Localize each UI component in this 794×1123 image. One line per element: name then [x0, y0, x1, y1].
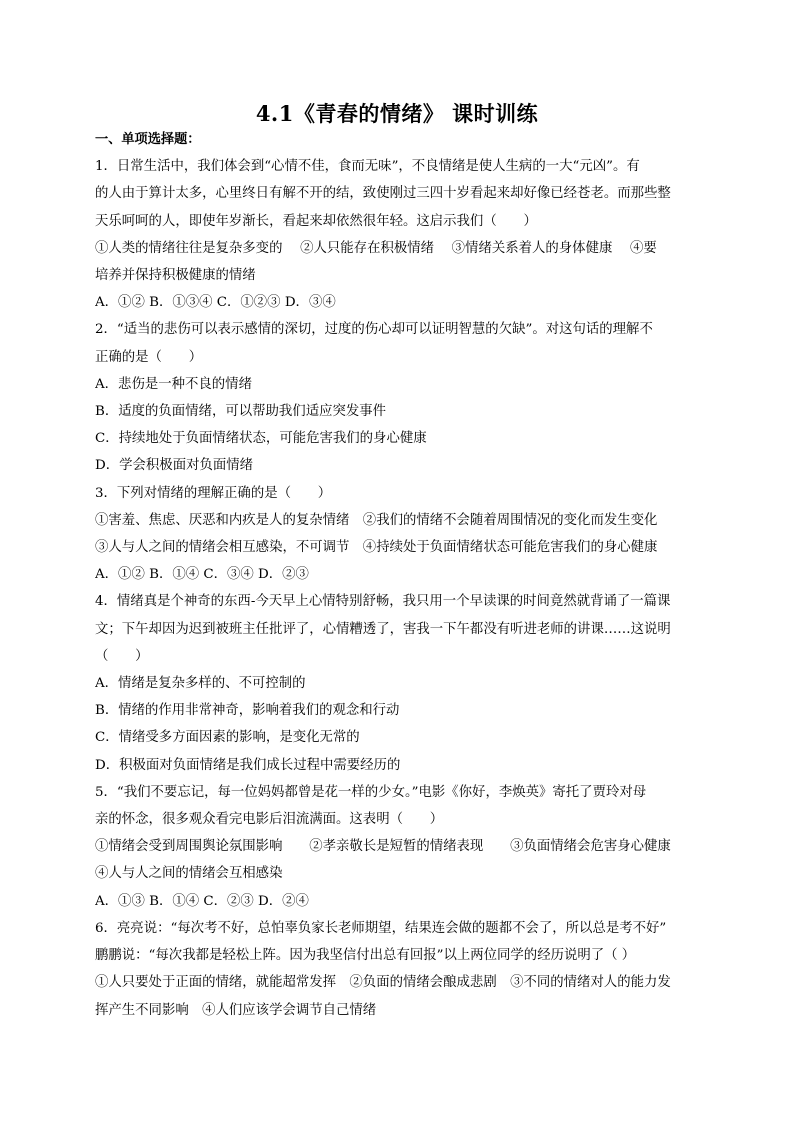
text-line: 的人由于算计太多，心里终日有解不开的结，致使刚过三四十岁看起来却好像已经苍老。而那些整 — [95, 186, 671, 202]
text-line: （ ） — [95, 648, 149, 664]
text-line: 5．“我们不要忘记，每一位妈妈都曾是花一样的少女。”电影《你好，李焕英》寄托了贾玲对母 — [95, 784, 647, 800]
section-heading: 一、单项选择题： — [95, 132, 201, 147]
text-line: ①人只要处于正面的情绪，就能超常发挥 ②负面的情绪会酿成悲剧 ③不同的情绪对人的能力发 — [95, 975, 671, 991]
text-line: 2．“适当的悲伤可以表示感情的深切，过度的伤心却可以证明智慧的欠缺”。对这句话的理解不 — [95, 322, 653, 338]
question-content — [95, 126, 701, 1024]
text-line: D．积极面对负面情绪是我们成长过程中需要经历的 — [95, 757, 401, 773]
text-line: ①情绪会受到周围舆论氛围影响 ②孝亲敬长是短暂的情绪表现 ③负面情绪会危害身心健康 — [95, 839, 671, 855]
text-line: 6．亮亮说：“每次考不好，总怕辜负家长老师期望，结果连会做的题都不会了，所以总是考不好” — [95, 920, 667, 936]
text-line: ④人与人之间的情绪会互相感染 — [95, 866, 283, 882]
text-line: ③人与人之间的情绪会相互感染，不可调节 ④持续处于负面情绪状态可能危害我们的身心健康 — [95, 540, 658, 556]
text-line: 1．日常生活中，我们体会到“心情不佳，食而无味”，不良情绪是使人生病的一大“元凶”。有 — [95, 159, 640, 175]
text-line: C．持续地处于负面情绪状态，可能危害我们的身心健康 — [95, 431, 427, 447]
text-line: B．情绪的作用非常神奇，影响着我们的观念和行动 — [95, 703, 400, 719]
text-line: A．①② B．①③④ C．①②③ D．③④ — [95, 295, 336, 311]
text-line: 文；下午却因为迟到被班主任批评了，心情糟透了，害我一下午都没有听进老师的讲课……这说明 — [95, 621, 671, 637]
question-lines — [95, 153, 701, 1024]
text-line: 挥产生不同影响 ④人们应该学会调节自己情绪 — [95, 1002, 377, 1018]
text-line: B．适度的负面情绪，可以帮助我们适应突发事件 — [95, 404, 387, 420]
text-line: 培养并保持积极健康的情绪 — [95, 268, 256, 284]
text-line: 4．情绪真是个神奇的东西-今天早上心情特别舒畅，我只用一个早读课的时间竟然就背诵了一篇课 — [95, 594, 671, 610]
text-line: ①害羞、焦虑、厌恶和内疚是人的复杂情绪 ②我们的情绪不会随着周围情况的变化而发生变化 — [95, 512, 658, 528]
text-line: D．学会积极面对负面情绪 — [95, 458, 254, 474]
text-line: A．情绪是复杂多样的、不可控制的 — [95, 676, 306, 692]
text-line: 3．下列对情绪的理解正确的是（ ） — [95, 485, 332, 501]
text-line: ①人类的情绪往往是复杂多变的 ②人只能存在积极情绪 ③情绪关系着人的身体健康 ④要 — [95, 240, 657, 256]
text-line: A．悲伤是一种不良的情绪 — [95, 376, 252, 392]
text-line: C．情绪受多方面因素的影响，是变化无常的 — [95, 730, 360, 746]
text-line: 正确的是（ ） — [95, 349, 203, 365]
text-line: 鹏鹏说：“每次我都是轻松上阵。因为我坚信付出总有回报”以上两位同学的经历说明了（ ） — [95, 948, 636, 964]
document-title: 4.1《青春的情绪》 课时训练 — [255, 101, 539, 126]
text-line: 亲的怀念，很多观众看完电影后泪流满面。这表明（ ） — [95, 812, 444, 828]
text-line: 天乐呵呵的人，即使年岁渐长，看起来却依然很年轻。这启示我们（ ） — [95, 213, 537, 229]
text-line: A．①② B．①④ C．③④ D．②③ — [95, 567, 309, 583]
text-line: A．①③ B．①④ C．②③ D．②④ — [95, 893, 309, 909]
